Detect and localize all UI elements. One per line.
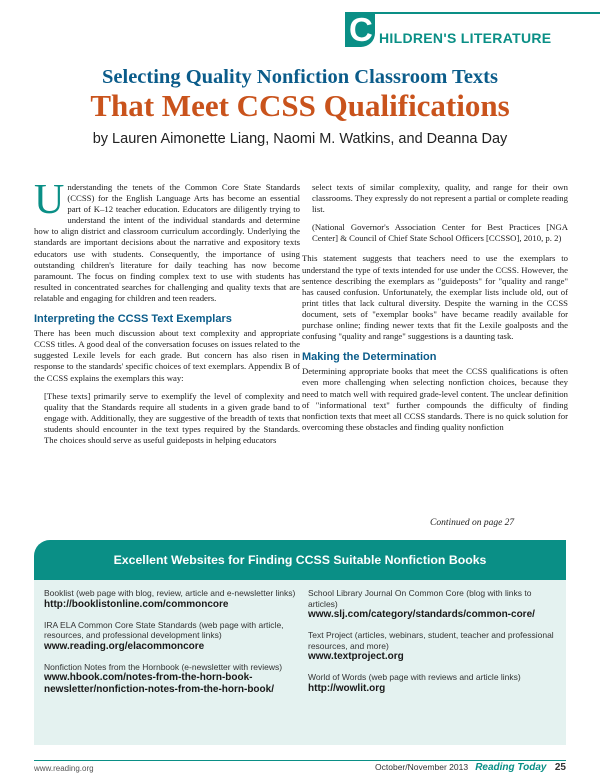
sidebar-left-list bbox=[44, 588, 302, 705]
resource-description: IRA ELA Common Core State Standards (web page with article, resources, and professional development links) bbox=[44, 619, 284, 640]
resource-description: School Library Journal On Common Core (blog with links to articles) bbox=[308, 588, 532, 609]
intro-text: nderstanding the tenets of the Common Core State Standards (CCSS) for the English Language Arts has become an essential part of K–12 teacher education. Educators are diligently trying to understand the intent of the individual standards and determine how to align district and classroom curriculum accordingly. Underlying the standards are important decisions about the narrative and expository texts educators use with students. Consequently, the importance of using outstanding children's literature for daily teaching has now become paramount. The focus on finding complex text to use with students has resulted in concentrated searches for challenging and quality texts that are relatable and engaging for children and teen readers. bbox=[34, 182, 300, 303]
list-item bbox=[308, 588, 560, 621]
left-column bbox=[34, 177, 300, 453]
body-paragraph: Determining appropriate books that meet the CCSS qualifications is often even more challenging when selecting nonfiction choices, because they need to match well with required grade-level content. The unclear definition of "informational text" further compounds the difficulty of finding nonfiction texts that meet all CCSS standards. There is no quick solution for overcoming these obstacles and finding quality nonfiction bbox=[302, 366, 568, 432]
subhead-making-determination: Making the Determination bbox=[302, 351, 437, 364]
body-paragraph: This statement suggests that teachers need to use the exemplars to understand the type of texts intended for use under the CCSS. However, the sentence describing the exemplars as "guideposts" for "quality and range" has caused confusion. Unfortunately, the exemplar lists include old, out of print titles that lack cultural diversity. Despite the warning in the CCSS document, sets of "exemplar books" have became readily available for purchase online; finding newer texts that fit the Lexile goalposts and the confusing "quality and range" suggestions is a daunting task. bbox=[302, 253, 568, 342]
resource-description: Booklist (web page with blog, review, article and e-newsletter links) bbox=[44, 588, 296, 598]
footer-info bbox=[375, 762, 566, 773]
footer-rule bbox=[34, 760, 566, 761]
sidebar-right-list bbox=[308, 588, 560, 704]
resource-url[interactable]: www.reading.org/elacommoncore bbox=[44, 640, 205, 652]
citation: (National Governor's Association Center for Best Practices [NGA Center] & Council of Chief State School Officers [CCSSO], 2010, p. 2) bbox=[312, 222, 568, 244]
resource-description: Text Project (articles, webinars, student, teacher and professional resources, and more) bbox=[308, 630, 554, 651]
section-label: HILDREN'S LITERATURE bbox=[379, 30, 552, 46]
resource-url[interactable]: http://wowlit.org bbox=[308, 682, 386, 694]
resource-url[interactable]: www.hbook.com/notes-from-the-horn-book-newsletter/nonfiction-notes-from-the-horn-book/ bbox=[44, 672, 274, 695]
article-title-line2: That Meet CCSS Qualifications bbox=[90, 88, 510, 123]
footer-date: October/November 2013 bbox=[375, 762, 469, 772]
list-item bbox=[308, 672, 560, 695]
list-item bbox=[44, 588, 302, 611]
list-item bbox=[308, 630, 560, 663]
list-item bbox=[44, 620, 302, 653]
section-initial: C bbox=[349, 11, 373, 48]
resource-url[interactable]: www.slj.com/category/standards/common-core/ bbox=[308, 609, 535, 620]
block-quote: [These texts] primarily serve to exemplify the level of complexity and quality that the Standards require all students in a given grade band to engage with. Additionally, they are suggestive of the breadth of texts that students should encounter in the text types required by the Standards. The choices should serve as useful guideposts in helping educators bbox=[44, 390, 300, 445]
footer-site: www.reading.org bbox=[34, 764, 94, 773]
article-byline: by Lauren Aimonette Liang, Naomi M. Watkins, and Deanna Day bbox=[92, 131, 508, 147]
resource-url[interactable]: http://booklistonline.com/commoncore bbox=[44, 598, 229, 610]
resource-description: Nonfiction Notes from the Hornbook (e-newsletter with reviews) bbox=[44, 661, 283, 672]
page-number: 25 bbox=[554, 762, 566, 773]
right-column bbox=[302, 182, 568, 433]
intro-paragraph bbox=[34, 177, 300, 304]
list-item bbox=[44, 662, 302, 697]
footer-magazine: Reading Today bbox=[475, 762, 547, 773]
article-title-line1: Selecting Quality Nonfiction Classroom Texts bbox=[102, 66, 498, 88]
sidebar-heading: Excellent Websites for Finding CCSS Suitable Nonfiction Books bbox=[34, 540, 566, 580]
continued-link[interactable]: Continued on page 27 bbox=[430, 518, 515, 528]
resource-url[interactable]: www.textproject.org bbox=[308, 651, 404, 662]
drop-cap: U bbox=[34, 177, 65, 223]
resource-description: World of Words (web page with reviews and article links) bbox=[308, 672, 521, 682]
block-quote-continued: select texts of similar complexity, quality, and range for their own classrooms. They expressly do not represent a partial or complete reading list. bbox=[312, 182, 568, 215]
subhead-interpreting: Interpreting the CCSS Text Exemplars bbox=[34, 313, 232, 326]
body-paragraph: There has been much discussion about text complexity and appropriate CCSS titles. A good deal of the conversation focuses on issues related to the suggested Lexile levels for each grade. But concern has also risen in response to the standards' specific choices of text exemplars. Appendix B of the CCSS explains the exemplars this way: bbox=[34, 328, 300, 383]
